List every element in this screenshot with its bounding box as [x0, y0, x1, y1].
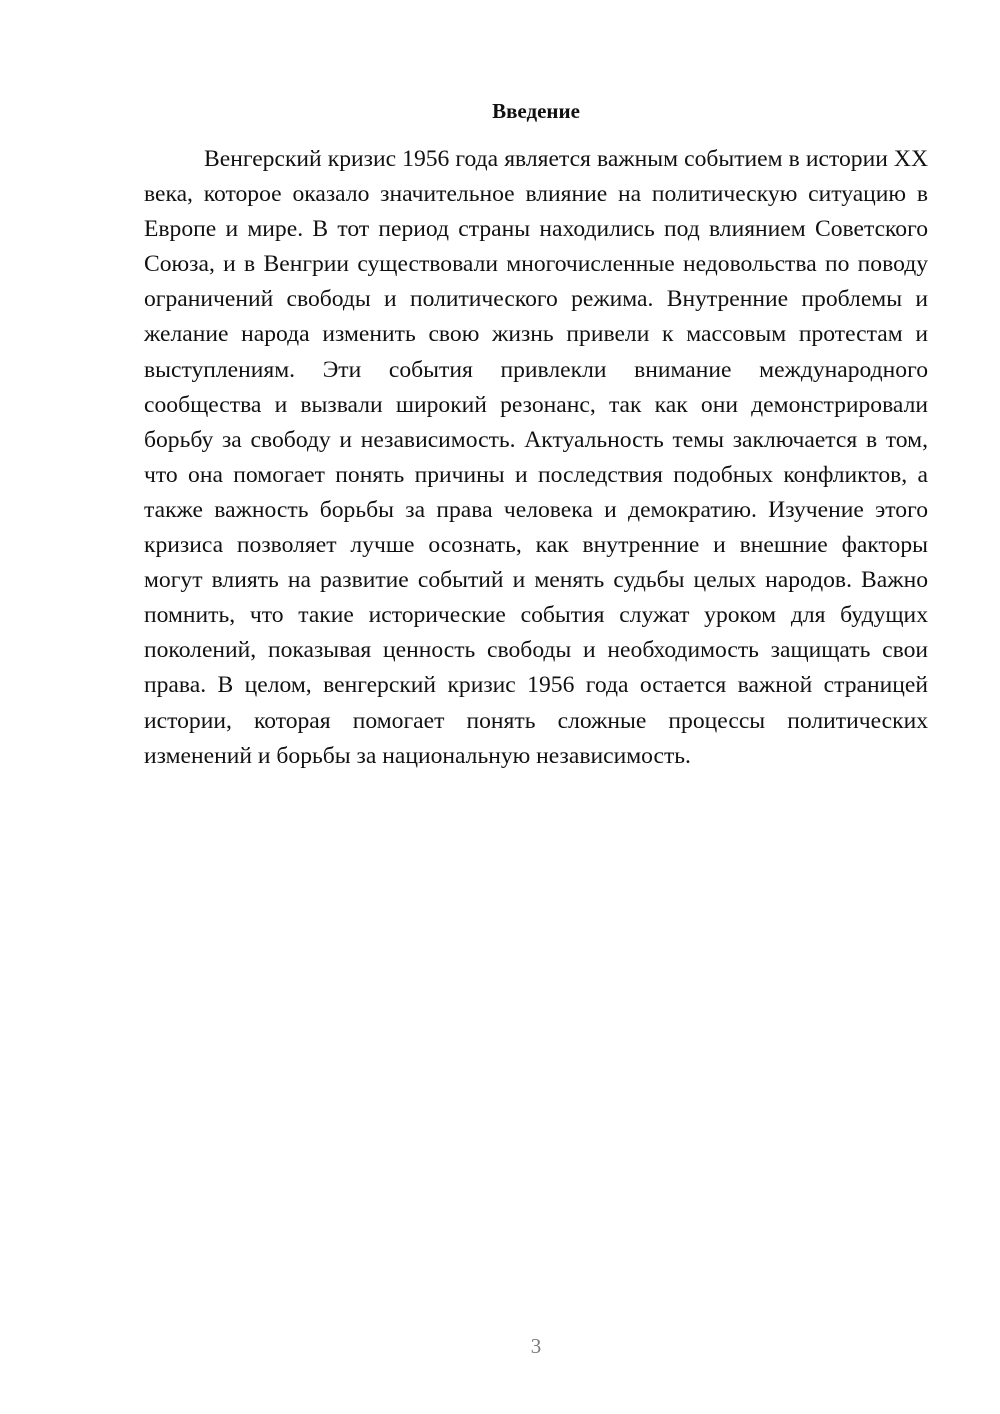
page-number: 3 [530, 1334, 542, 1358]
section-heading: Введение [492, 99, 580, 123]
body-paragraph: Венгерский кризис 1956 года является важным событием в истории XX века, которое оказало значительное влияние на политическую ситуацию в Европе и мире. В тот период страны находились под влиянием Советского Союза, и в Венгрии существовали многочисленные недовольства по поводу ограничений свободы и политического режима. Внутренние проблемы и желание народа изменить свою жизнь привели к массовым протестам и выступлениям. Эти события привлекли внимание международного сообщества и вызвали широкий резонанс, так как они демонстрировали борьбу за свободу и независимость. Актуальность темы заключается в том, что она помогает понять причины и последствия подобных конфликтов, а также важность борьбы за права человека и демократию. Изучение этого кризиса позволяет лучше осознать, как внутренние и внешние факторы могут влиять на развитие событий и менять судьбы целых народов. Важно помнить, что такие исторические события служат уроком для будущих поколений, показывая ценность свободы и необходимость защищать свои права. В целом, венгерский кризис 1956 года остается важной страницей истории, которая помогает понять сложные процессы политических изменений и борьбы за национальную независимость. [144, 146, 928, 769]
